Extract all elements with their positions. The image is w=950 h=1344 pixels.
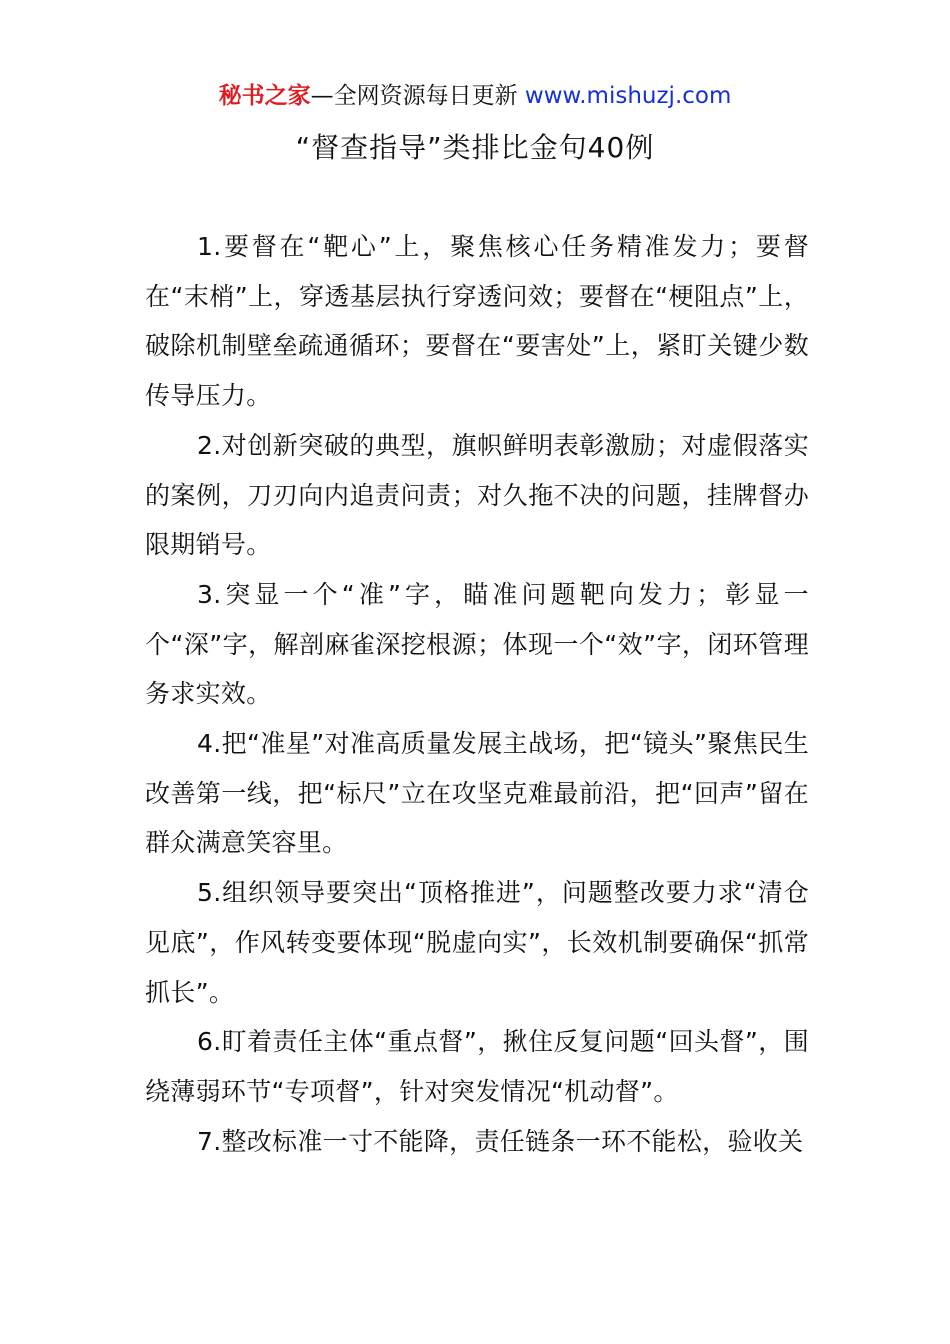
paragraph-2: 2.对创新突破的典型，旗帜鲜明表彰激励；对虚假落实的案例，刀刃向内追责问责；对久拖不决的问题，挂牌督办限期销号。: [145, 430, 809, 560]
paragraph-4: 4.把“准星”对准高质量发展主战场，把“镜头”聚焦民生改善第一线，把“标尺”立在攻坚克难最前沿，把“回声”留在群众满意笑容里。: [145, 729, 809, 858]
paragraph-6: 6.盯着责任主体“重点督”，揪住反复问题“回头督”，围绕薄弱环节“专项督”，针对突发情况“机动督”。: [145, 1027, 809, 1106]
site-slogan: —全网资源每日更新: [310, 83, 518, 109]
paragraph-3: 3.突显一个“准”字，瞄准问题靶向发力；彰显一个“深”字，解剖麻雀深挖根源；体现一个“效”字，闭环管理务求实效。: [145, 579, 809, 709]
paragraph-7: 7.整改标准一寸不能降，责任链条一环不能松，验收关: [197, 1126, 804, 1156]
document-title: “督查指导”类排比金句40例: [295, 131, 655, 164]
paragraph-5: 5.组织领导要突出“顶格推进”，问题整改要力求“清仓见底”，作风转变要体现“脱虚向实”，长效机制要确保“抓常抓长”。: [145, 878, 809, 1007]
brand-name: 秘书之家: [218, 83, 311, 109]
document-body: [145, 222, 809, 1166]
site-url[interactable]: www.mishuzj.com: [524, 83, 732, 109]
paragraph-1: 1.要督在“靶心”上，聚焦核心任务精准发力；要督在“末梢”上，穿透基层执行穿透问效；要督在“梗阻点”上，破除机制壁垒疏通循环；要督在“要害处”上，紧盯关键少数传导压力。: [145, 232, 809, 411]
site-header: [0, 80, 950, 112]
